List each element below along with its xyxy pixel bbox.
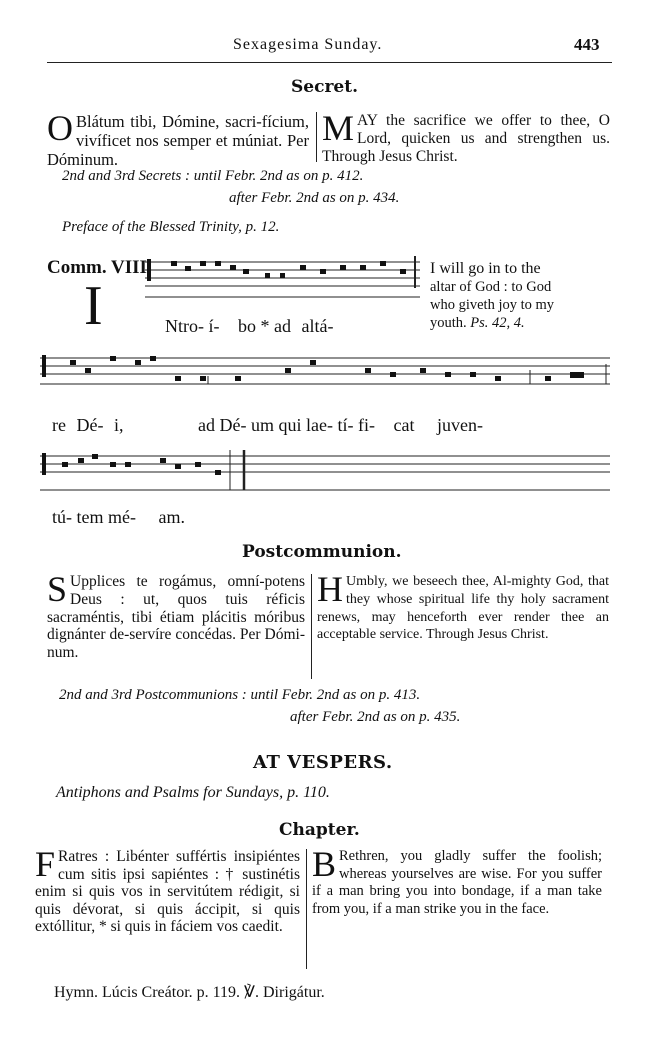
lyric-syllable: lae- [306, 415, 333, 435]
postcommunion-note-1: 2nd and 3rd Postcommunions : until Febr. 2nd as on p. 413. [59, 687, 421, 703]
antiphons-note: Antiphons and Psalms for Sundays, p. 110. [56, 784, 330, 801]
chapter-english [312, 844, 602, 918]
lyric-syllable: re [52, 415, 66, 435]
communion-english-line: I will go in to the [430, 260, 541, 277]
secret-latin [47, 108, 309, 169]
secret-note-1: 2nd and 3rd Secrets : until Febr. 2nd as on p. 412. [62, 168, 364, 184]
drop-cap: B [312, 844, 337, 884]
lyric-syllable: Ntro- [165, 316, 204, 336]
chant-staff-2 [40, 350, 615, 400]
communion-english [430, 260, 610, 332]
lyric-syllable: altá- [301, 316, 334, 336]
chapter-english-text: Rethren, you gladly suffer the foolish; whereas yourselves are wise. For you suffer if a man bring you into bondage, if a man take from you, if a man strike you in the face. [312, 848, 602, 917]
secret-note-2: after Febr. 2nd as on p. 434. [229, 190, 400, 206]
column-divider [311, 574, 312, 679]
lyric-syllable: juven- [436, 415, 483, 435]
chapter-latin [35, 844, 300, 936]
postcommunion-note-2: after Febr. 2nd as on p. 435. [290, 709, 461, 725]
communion-english-line: altar of God : to God [430, 279, 552, 295]
lyric-syllable: tú- [52, 507, 72, 527]
chant-staff-3 [40, 450, 615, 500]
lyric-syllable: tem [76, 507, 104, 527]
lyric-syllable: cat [393, 415, 415, 435]
lyric-syllable: i, [113, 415, 124, 435]
column-divider [316, 112, 317, 162]
drop-cap: O [47, 108, 73, 148]
vespers-heading: AT VESPERS. [253, 752, 393, 773]
preface-note: Preface of the Blessed Trinity, p. 12. [62, 219, 280, 235]
chant-lyrics-line-3 [52, 507, 352, 528]
lyric-syllable: am. [158, 507, 185, 527]
communion-english-line: youth. [430, 315, 467, 331]
drop-cap: S [47, 569, 68, 609]
big-initial: I [84, 275, 103, 337]
lyric-syllable: bo [238, 316, 256, 336]
lyric-syllable: um [250, 415, 274, 435]
column-divider [306, 849, 307, 969]
hymn-line: Hymn. Lúcis Creátor. p. 119. ℣. Dirigátur. [54, 984, 325, 1001]
running-title: Sexagesima Sunday. [233, 36, 383, 53]
drop-cap: M [322, 108, 355, 148]
lyric-syllable: ad [274, 316, 291, 336]
drop-cap: H [317, 569, 343, 609]
secret-heading: Secret. [291, 77, 358, 97]
secret-english-text: AY the sacrifice we offer to thee, O Lord, quicken us and strengthen us. Through Jesus Christ. [322, 112, 610, 165]
lyric-syllable: ad [197, 415, 215, 435]
secret-english [322, 108, 610, 166]
chapter-heading: Chapter. [279, 820, 360, 840]
secret-latin-text: Blátum tibi, Dómine, sacri-fícium, vivíficet nos semper et múniat. Per Dóminum. [47, 112, 309, 169]
chant-lyrics-line-1 [165, 316, 425, 337]
postcommunion-heading: Postcommunion. [242, 542, 402, 562]
lyric-syllable: qui [278, 415, 302, 435]
postcommunion-latin [47, 569, 305, 662]
lyric-syllable: Dé- [76, 415, 104, 435]
lyric-syllable: fi- [357, 415, 375, 435]
psalm-reference: Ps. 42, 4. [470, 315, 525, 331]
communion-label: Comm. VIII [47, 257, 147, 278]
lyric-syllable: í- [208, 316, 220, 336]
lyric-syllable: tí- [337, 415, 354, 435]
communion-english-line: who giveth joy to my [430, 297, 555, 313]
postcommunion-english [317, 569, 609, 644]
lyric-syllable: * [260, 316, 270, 336]
chant-staff-1 [145, 256, 425, 316]
header-rule [47, 62, 612, 63]
drop-cap: F [35, 844, 56, 884]
page-number: 443 [574, 35, 600, 54]
postcommunion-latin-text: Upplices te rogámus, omní-potens Deus : ut, quos tuis réficis sacraméntis, tibi étiam plácitis móribus dignánter de-servíre concédas. Per Dómi-num. [47, 573, 305, 662]
lyric-syllable: mé- [108, 507, 136, 527]
lyric-syllable: Dé- [219, 415, 247, 435]
postcommunion-english-text: Umbly, we beseech thee, Al-mighty God, that they whose spiritual life thy holy sacrament renews, may henceforth ever render thee an acceptable service. Through Jesus Christ. [317, 574, 609, 643]
chant-lyrics-line-2 [52, 415, 612, 436]
chapter-latin-text: Ratres : Libénter suffértis insipiéntes cum sitis ipsi sapiéntes : † sustinétis enim si quis vos in servitútem rédigit, si quis dévorat, si quis áccipit, si quis extóllitur, * si quis in fáciem vos caedit. [35, 848, 300, 936]
